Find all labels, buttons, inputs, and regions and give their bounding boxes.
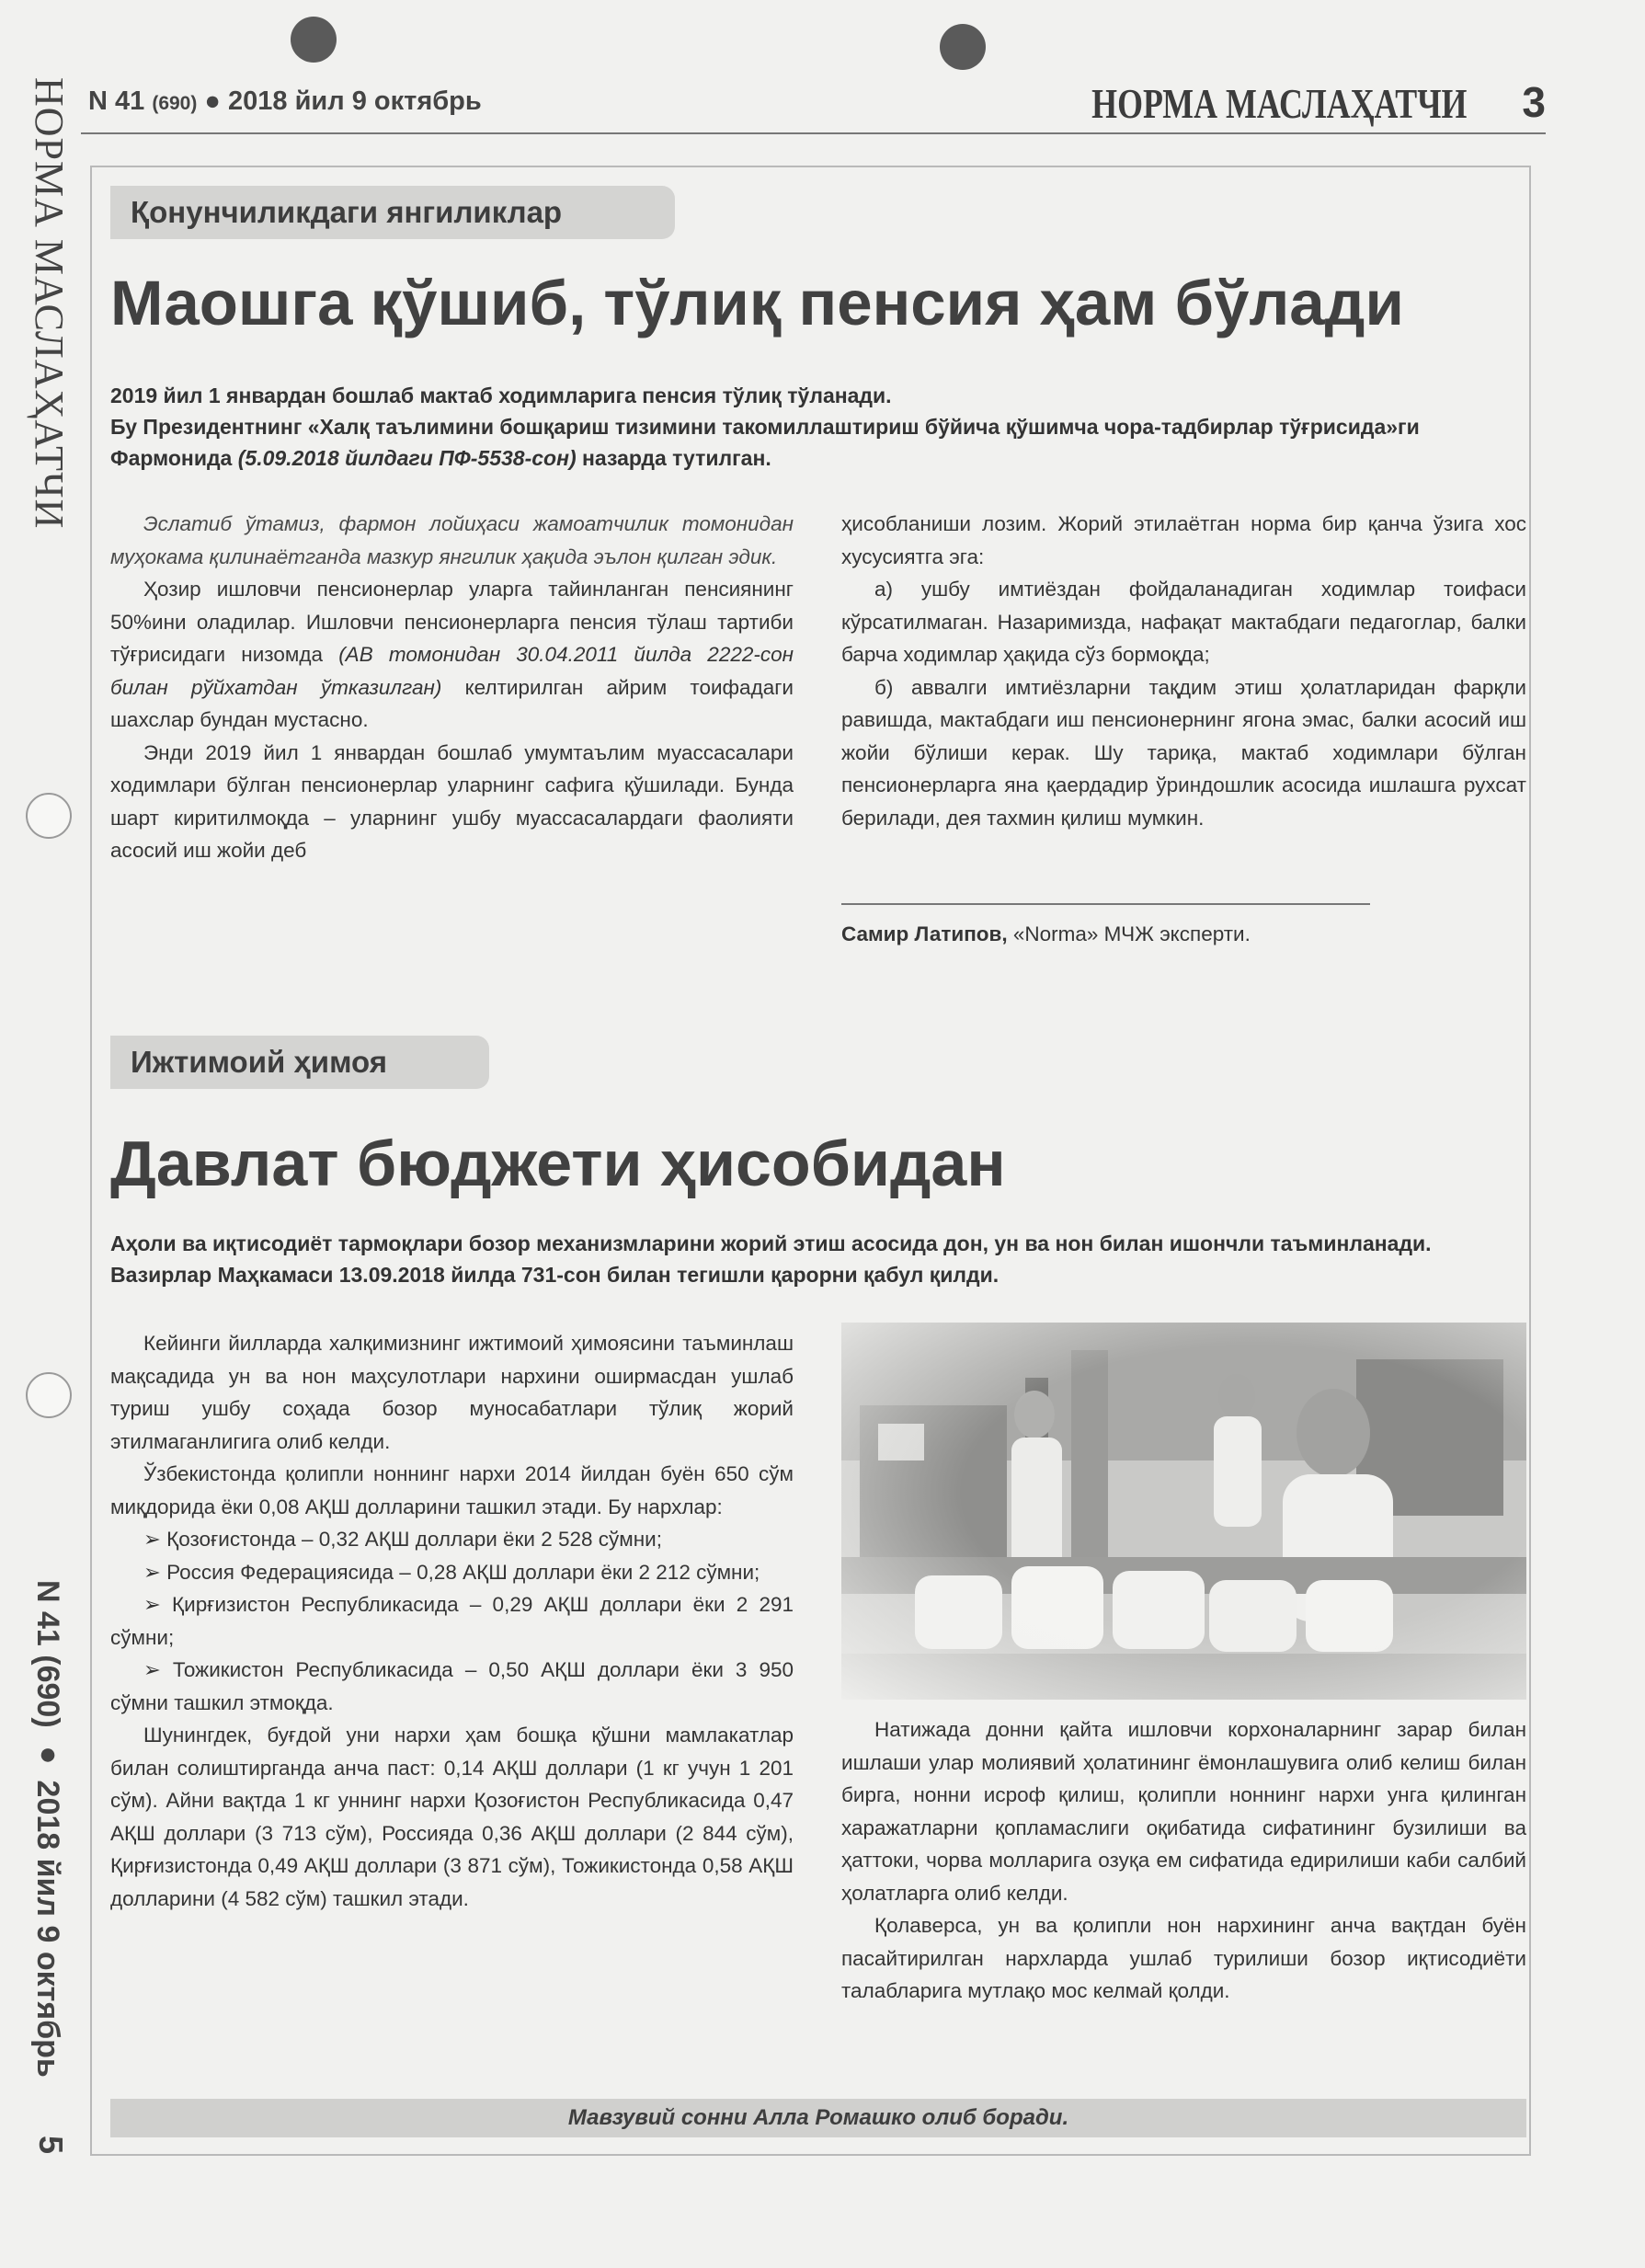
author-divider [841, 903, 1370, 905]
article1-paragraph: Ҳозир ишловчи пенсионерлар уларга тайинланган пенсиянинг 50%ини оладилар. Ишловчи пенсионерларга пенсия тўлаш тартиби тўғрисидаги низомда (АВ томонидан 30.04.2011 йилда 2222-сон билан рўйхатдан ўтказилган) келтирилган айрим тоифадаги шахслар бундан мустасно. [110, 578, 794, 731]
arrow-bullet-icon: ➢ [143, 1528, 161, 1551]
bakery-photo [841, 1323, 1526, 1700]
article2-paragraph: Натижада донни қайта ишловчи корхоналарнинг зарар билан ишлаши улар молиявий ҳолатининг ёмонлашувига олиб келиш билан бирга, нонни исроф қилиш, қолипли ноннинг нархи унга қилинган харажатларни қопламаслиги оқибатида сифатининг бузилиши ва ҳаттоки, чорва молларига озуқа ем сифатида едирилиши каби салбий ҳолатларга олиб келди. [841, 1718, 1526, 1905]
arrow-bullet-icon: ➢ [143, 1593, 161, 1616]
article2-right-column [841, 1713, 1526, 2008]
author-role: «Norma» МЧЖ эксперти. [1007, 922, 1251, 945]
article2-paragraph: Қолаверса, ун ва қолипли нон нархининг анча вақтдан буён пасайтирилган нархларда ушлаб турилиши бозор иқтисодиёти талабларига мутлақо мос келмай қолди. [841, 1914, 1526, 2002]
page-header [81, 74, 1546, 134]
decree-ref: (5.09.2018 йилдаги ПФ-5538-сон) [237, 446, 577, 470]
binder-ring-upper [26, 793, 72, 839]
author-name: Самир Латипов, [841, 922, 1008, 945]
article2-title: Давлат бюджети ҳисобидан [110, 1128, 1006, 1199]
list-item: ➢ Россия Федерациясида – 0,28 АҚШ доллари ёки 2 212 сўмни; [143, 1560, 760, 1584]
article2-paragraph: Шунингдек, буғдой уни нархи ҳам бошқа қўшни мамлакатлар билан солиштирганда анча паст: 0,14 АҚШ доллари (1 кг учун 1 201 сўм). Айни вақтда 1 кг уннинг нархи Қозоғистон Республикасида 0,47 АҚШ доллари (3 713 сўм), Россияда 0,36 АҚШ доллари (2 844 сўм), Қирғизистонда 0,49 АҚШ доллари (3 871 сўм), Тожикистонда 0,58 АҚШ долларини (4 582 сўм) ташкил этади. [110, 1724, 794, 1910]
section-label-social: Ижтимоий ҳимоя [110, 1036, 489, 1089]
header-brand: НОРМА МАСЛАҲАТЧИ [1091, 80, 1467, 127]
article2-paragraph: Ўзбекистонда қолипли ноннинг нархи 2014 йилдан буён 650 сўм миқдорида ёки 0,08 АҚШ долларини ташкил этади. Бу нархлар: [110, 1462, 794, 1518]
issue-date: 2018 йил 9 октябрь [228, 86, 482, 116]
article1-right-column [841, 508, 1526, 834]
sidebar-brand: НОРМА МАСЛАҲАТЧИ [27, 77, 72, 530]
article1-paragraph: б) аввалги имтиёзларни тақдим этиш ҳолатларидан фарқли равишда, мактабдаги иш пенсионернинг ягона эмас, балки асосий иш жойи бўлиши керак. Шу тариқа, мактаб ходимлари бўлган пенсионерларга яна қаердадир ўриндошлик асосида ишлашга рухсат берилади, дея тахмин қилиш мумкин. [841, 675, 1526, 830]
arrow-bullet-icon: ➢ [143, 1560, 161, 1584]
article1-lead-line2: Бу Президентнинг «Халқ таълимини бошқариш тизимини такомиллаштириш бўйича қўшимча чора-тадбирлар тўғрисида»ги Фармонида (5.09.2018 йилдаги ПФ-5538-сон) назарда тутилган. [110, 415, 1420, 470]
article1-title: Маошга қўшиб, тўлиқ пенсия ҳам бўлади [110, 268, 1404, 338]
article1-author [841, 918, 1526, 951]
article1-paragraph: а) ушбу имтиёздан фойдаланадиган ходимлар тоифаси кўрсатилмаган. Назаримизда, нафақат мактабдаги педагоглар, балки барча ходимлар ҳақида сўз бормоқда; [841, 578, 1526, 666]
bullet-icon: ● [204, 86, 221, 116]
list-item: ➢ Қозоғистонда – 0,32 АҚШ доллари ёки 2 528 сўмни; [143, 1528, 662, 1551]
article1-lead-line1: 2019 йил 1 январдан бошлаб мактаб ходимларига пенсия тўлиқ тўланади. [110, 384, 892, 407]
header-page-number: 3 [1522, 78, 1546, 126]
issue-total: (690) [152, 93, 198, 114]
article1-paragraph: Энди 2019 йил 1 январдан бошлаб умумтаълим муассасалари ходимлари бўлган пенсионерлар уларнинг сафига қўшилади. Бунда шарт киритилмоқда – уларнинг ушбу муассасалардаги фаолияти асосий иш жойи деб [110, 740, 794, 862]
binder-ring-lower [26, 1372, 72, 1418]
photo-vignette [841, 1323, 1526, 1700]
section-label-legislation: Қонунчиликдаги янгиликлар [110, 186, 675, 239]
article1-left-column [110, 508, 794, 867]
binder-hole-right [940, 24, 986, 70]
issue-info [88, 86, 482, 117]
editor-note: Мавзувий сонни Алла Ромашко олиб боради. [110, 2099, 1526, 2137]
list-item: ➢ Тожикистон Республикасида – 0,50 АҚШ доллари ёки 3 950 сўмни ташкил этмоқда. [110, 1658, 794, 1714]
arrow-bullet-icon: ➢ [143, 1658, 161, 1681]
article1-paragraph: ҳисобланиши лозим. Жорий этилаётган норма бир қанча ўзига хос хусусиятга эга: [841, 512, 1526, 568]
article2-paragraph: Кейинги йилларда халқимизнинг ижтимоий ҳимоясини таъминлаш мақсадида ун ва нон маҳсулотлари нархини оширмасдан ушлаб туриш ушбу соҳада бозор муносабатлари тўлиқ жорий этилмаганлигига олиб келди. [110, 1332, 794, 1453]
binder-hole-left [291, 17, 337, 63]
list-item: ➢ Қирғизистон Республикасида – 0,29 АҚШ доллари ёки 2 291 сўмни; [110, 1593, 794, 1649]
article2-lead: Аҳоли ва иқтисодиёт тармоқлари бозор механизмларини жорий этиш асосида дон, ун ва нон билан ишончли таъминланади. Вазирлар Маҳкамаси 13.09.2018 йилда 731-сон билан тегишли қарорни қабул қилди. [110, 1231, 1432, 1287]
article2-left-column [110, 1327, 794, 1915]
sidebar-page-number: 5 [32, 2136, 70, 2155]
sidebar-issue: N 41 (690) ● 2018 йил 9 октябрь [30, 1580, 65, 2078]
article1-lead [110, 380, 1453, 474]
article1-intro: Эслатиб ўтамиз, фармон лойиҳаси жамоатчилик томонидан муҳокама қилинаётганда мазкур янгилик ҳақида эълон қилган эдик. [110, 512, 794, 568]
issue-number: N 41 [88, 86, 145, 116]
